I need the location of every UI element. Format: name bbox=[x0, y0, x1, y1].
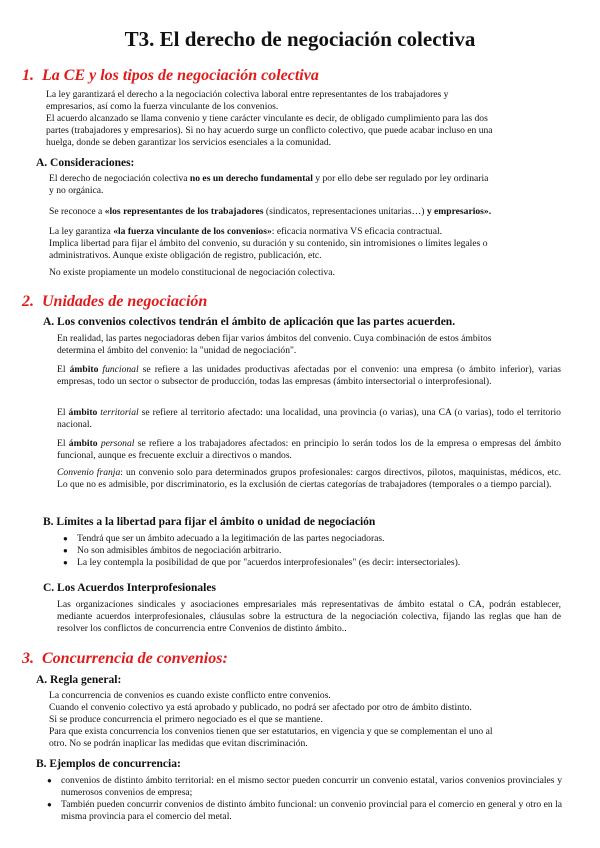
s2-subsection-b-title: B. Límites a la libertad para fijar el ámbito o unidad de negociación bbox=[43, 516, 376, 528]
list-item: ● No son admisibles ámbitos de negociación arbitrario. bbox=[63, 545, 460, 557]
section-1-number: 1. bbox=[22, 67, 34, 84]
s1-a-paragraph-3: La ley garantiza «la fuerza vinculante de los convenios»: eficacia normativa VS eficacia contractual. Implica libertad para fijar el ámbito del convenio, su duración y su contenido, sin intromisiones o límites legales o administrativos. Aunque existe obligación de registro, publicación, etc. bbox=[49, 226, 488, 261]
section-3-heading bbox=[22, 650, 228, 668]
s2-a-paragraph-1: En realidad, las partes negociadoras deben fijar varios ámbitos del convenio. Cuya combinación de estos ámbitos determina el ámbito del convenio: la "unidad de negociación". bbox=[57, 333, 492, 356]
section-2-heading bbox=[22, 293, 207, 311]
s1-a-paragraph-1: El derecho de negociación colectiva no es un derecho fundamental y por ello debe ser regulado por ley ordinaria y no orgánica. bbox=[49, 173, 489, 196]
s3-a-paragraph: La concurrencia de convenios es cuando existe conflicto entre convenios. Cuando el convenio colectivo ya está aprobado y publicado, no podrá ser afectado por otro de ámbito distinto. Si se produce concurrencia el primero negociado es el que se mantiene. Para que exista concurrencia los convenios tienen que ser estatutarios, en vigencia y que se complementan el uno al otro. No se podrán inaplicar las medidas que evitan discriminación. bbox=[49, 690, 493, 749]
section-1-heading bbox=[22, 67, 319, 85]
list-item: ● convenios de distinto ámbito territorial: en el mismo sector pueden concurrir un convenio estatal, varios convenios provinciales y numerosos convenios de empresa; bbox=[47, 775, 562, 799]
s2-convenio-franja: Convenio franja: un convenio solo para determinados grupos profesionales: cargos directivos, pilotos, maquinistas, médicos, etc. Lo que no es admisible, por discriminatorio, es la exclusión de ciertas categorías de trabajadores (temporales o a tiempo parcial). bbox=[57, 467, 562, 490]
s2-subsection-a-title: A. Los convenios colectivos tendrán el ámbito de aplicación que las partes acuerden. bbox=[43, 316, 456, 328]
s1-subsection-a-title: A. Consideraciones: bbox=[36, 157, 135, 169]
section-1-title: La CE y los tipos de negociación colectiva bbox=[42, 67, 319, 84]
section-1-intro bbox=[46, 89, 493, 149]
intro-line: El acuerdo alcanzado se llama convenio y tiene carácter vinculante es decir, de obligado cumplimiento para las dos bbox=[46, 112, 488, 124]
section-3-title: Concurrencia de convenios: bbox=[42, 650, 228, 667]
s2-ambito-funcional: El ámbito funcional se refiere a las unidades productivas afectadas por el convenio: una empresa (o ámbito inferior), varias empresas, todo un sector o subsector de producción, todas las empresas (ámbito intersectorial o interprofesional). bbox=[57, 364, 561, 387]
section-3-number: 3. bbox=[22, 650, 34, 667]
s3-subsection-b-title: B. Ejemplos de concurrencia: bbox=[36, 758, 181, 770]
s3-subsection-a-title: A. Regla general: bbox=[36, 674, 122, 686]
section-2-number: 2. bbox=[22, 293, 34, 310]
page-title: T3. El derecho de negociación colectiva bbox=[124, 27, 476, 51]
s3-b-list bbox=[47, 775, 562, 823]
intro-line: La ley garantizará el derecho a la negociación colectiva laboral entre representantes de los trabajadores y bbox=[46, 89, 449, 100]
s2-ambito-personal: El ámbito personal se refiere a los trabajadores afectados: en principio lo serán todos los de la empresa o empresas del ámbito funcional, aunque es frecuente excluir a directivos o mandos. bbox=[57, 438, 561, 461]
list-item: ● La ley contempla la posibilidad de que por "acuerdos interprofesionales" (es decir: intersectoriales). bbox=[63, 557, 460, 569]
s1-a-paragraph-4: No existe propiamente un modelo constitucional de negociación colectiva. bbox=[49, 267, 335, 278]
list-item: ● También pueden concurrir convenios de distinto ámbito funcional: un convenio provincial para el comercio en general y otro en la misma provincia para el comercio del metal. bbox=[47, 799, 562, 823]
intro-line: huelga, donde se deben garantizar los servicios esenciales a la comunidad. bbox=[46, 136, 332, 148]
s2-subsection-c-title: C. Los Acuerdos Interprofesionales bbox=[43, 582, 216, 594]
s1-a-paragraph-2: Se reconoce a «los representantes de los trabajadores (sindicatos, representaciones unitarias…) y empresarios». bbox=[49, 206, 492, 217]
s2-ambito-territorial: El ámbito territorial se refiere al territorio afectado: una localidad, una provincia (o varias), una CA (o varias), todo el territorio nacional. bbox=[57, 407, 561, 430]
s2-b-list bbox=[63, 533, 460, 569]
list-item: ● Tendrá que ser un ámbito adecuado a la legitimación de las partes negociadoras. bbox=[63, 533, 460, 545]
intro-line: empresarios, así como la fuerza vinculante de los convenios. bbox=[46, 100, 279, 112]
s2-c-paragraph: Las organizaciones sindicales y asociaciones empresariales más representativas de ámbito estatal o CA, podrán establecer, mediante acuerdos interprofesionales, cláusulas sobre la estructura de la negociación colectiva, fijando las reglas que han de resolver los conflictos de concurrencia entre Convenios de distinto ámbito.. bbox=[57, 599, 561, 634]
section-2-title: Unidades de negociación bbox=[42, 293, 208, 310]
intro-line: partes (trabajadores y empresarios). Si no hay acuerdo surge un conflicto colectivo, que puede acabar incluso en una bbox=[46, 124, 493, 136]
